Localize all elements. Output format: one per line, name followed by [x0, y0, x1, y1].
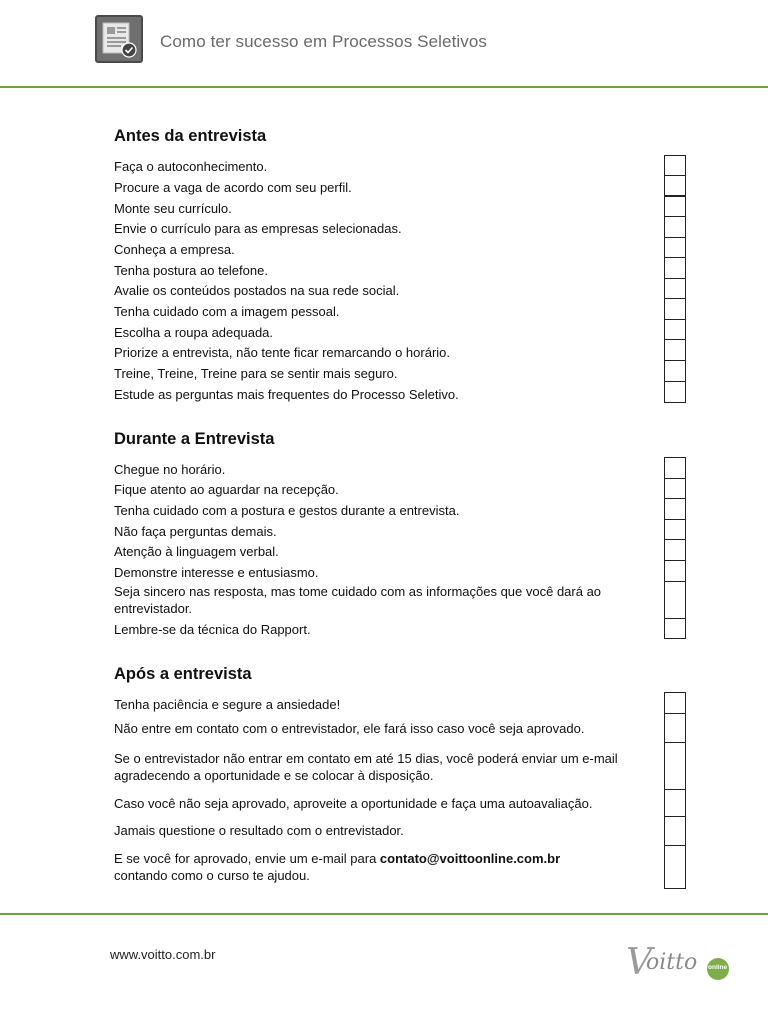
checkbox[interactable] [664, 618, 686, 639]
voitto-logo [624, 942, 734, 984]
online-badge-icon [707, 958, 729, 980]
section-title-durante: Durante a Entrevista [114, 430, 275, 448]
list-item: Não entre em contato com o entrevistador, ele fará isso caso você seja aprovado. [114, 721, 585, 736]
page-header [0, 0, 768, 88]
last-item-text: E se você for aprovado, envie um e-mail para [114, 851, 380, 866]
list-item: Caso você não seja aprovado, aproveite a oportunidade e faça uma autoavaliação. [114, 796, 593, 811]
list-item: Faça o autoconhecimento. [114, 159, 268, 174]
checkbox[interactable] [664, 692, 686, 714]
checkbox[interactable] [664, 519, 686, 540]
checkbox[interactable] [664, 381, 686, 403]
checkbox[interactable] [664, 498, 686, 520]
list-item: Monte seu currículo. [114, 201, 232, 216]
checkbox[interactable] [664, 457, 686, 479]
list-item: Envie o currículo para as empresas selecionadas. [114, 221, 402, 236]
checkbox[interactable] [664, 816, 686, 846]
footer-divider [0, 913, 768, 915]
list-item: Conheça a empresa. [114, 242, 235, 257]
list-item: Escolha a roupa adequada. [114, 325, 274, 340]
last-item-text-end: contando como o curso te ajudou. [114, 868, 310, 883]
list-item: Se o entrevistador não entrar em contato em até 15 dias, você poderá enviar um e-mail agradecendo a oportunidade e se colocar à disposição. [114, 751, 618, 783]
checkbox[interactable] [664, 216, 686, 238]
list-item: Tenha paciência e segure a ansiedade! [114, 697, 341, 712]
section-title-antes: Antes da entrevista [114, 127, 267, 145]
checkbox[interactable] [664, 539, 686, 561]
footer-url[interactable]: www.voitto.com.br [110, 947, 216, 962]
list-item: Seja sincero nas resposta, mas tome cuidado com as informações que você dará ao entrevistador. [114, 584, 602, 616]
list-item: Tenha cuidado com a postura e gestos durante a entrevista. [114, 503, 460, 518]
checkbox[interactable] [664, 278, 686, 299]
list-item: Demonstre interesse e entusiasmo. [114, 565, 319, 580]
checkbox[interactable] [664, 560, 686, 582]
list-item-last [114, 850, 644, 884]
logo-initial: V [626, 942, 652, 983]
list-item: Lembre-se da técnica do Rapport. [114, 622, 311, 637]
list-item: Não faça perguntas demais. [114, 524, 277, 539]
checkbox[interactable] [664, 478, 686, 499]
list-item: Tenha postura ao telefone. [114, 263, 268, 278]
checkbox[interactable] [664, 237, 686, 258]
checkbox[interactable] [664, 789, 686, 817]
logo-wordmark: oitto [646, 950, 698, 975]
checkbox[interactable] [664, 581, 686, 619]
document-check-icon [95, 15, 143, 63]
list-item: Priorize a entrevista, não tente ficar remarcando o horário. [114, 345, 451, 360]
checkbox[interactable] [664, 196, 686, 217]
checkbox[interactable] [664, 175, 686, 196]
checkbox[interactable] [664, 360, 686, 382]
list-item: Estude as perguntas mais frequentes do Processo Seletivo. [114, 387, 459, 402]
list-item: Fique atento ao aguardar na recepção. [114, 482, 339, 497]
checkbox[interactable] [664, 742, 686, 790]
checkbox[interactable] [664, 845, 686, 889]
list-item: Procure a vaga de acordo com seu perfil. [114, 180, 352, 195]
checkbox[interactable] [664, 339, 686, 361]
list-item: Avalie os conteúdos postados na sua rede social. [114, 283, 400, 298]
checkbox[interactable] [664, 319, 686, 340]
checkbox[interactable] [664, 298, 686, 320]
section-title-apos: Após a entrevista [114, 665, 252, 683]
page-title: Como ter sucesso em Processos Seletivos [160, 32, 488, 51]
header-divider [0, 86, 768, 88]
list-item: Chegue no horário. [114, 462, 226, 477]
list-item: Tenha cuidado com a imagem pessoal. [114, 304, 340, 319]
checkbox[interactable] [664, 155, 686, 176]
checkbox[interactable] [664, 257, 686, 279]
list-item: Jamais questione o resultado com o entrevistador. [114, 823, 404, 838]
logo-badge-label: online [708, 964, 728, 971]
list-item: Treine, Treine, Treine para se sentir mais seguro. [114, 366, 398, 381]
list-item: Atenção à linguagem verbal. [114, 544, 279, 559]
contact-email[interactable]: contato@voittoonline.com.br [379, 851, 561, 866]
checkbox[interactable] [664, 713, 686, 743]
